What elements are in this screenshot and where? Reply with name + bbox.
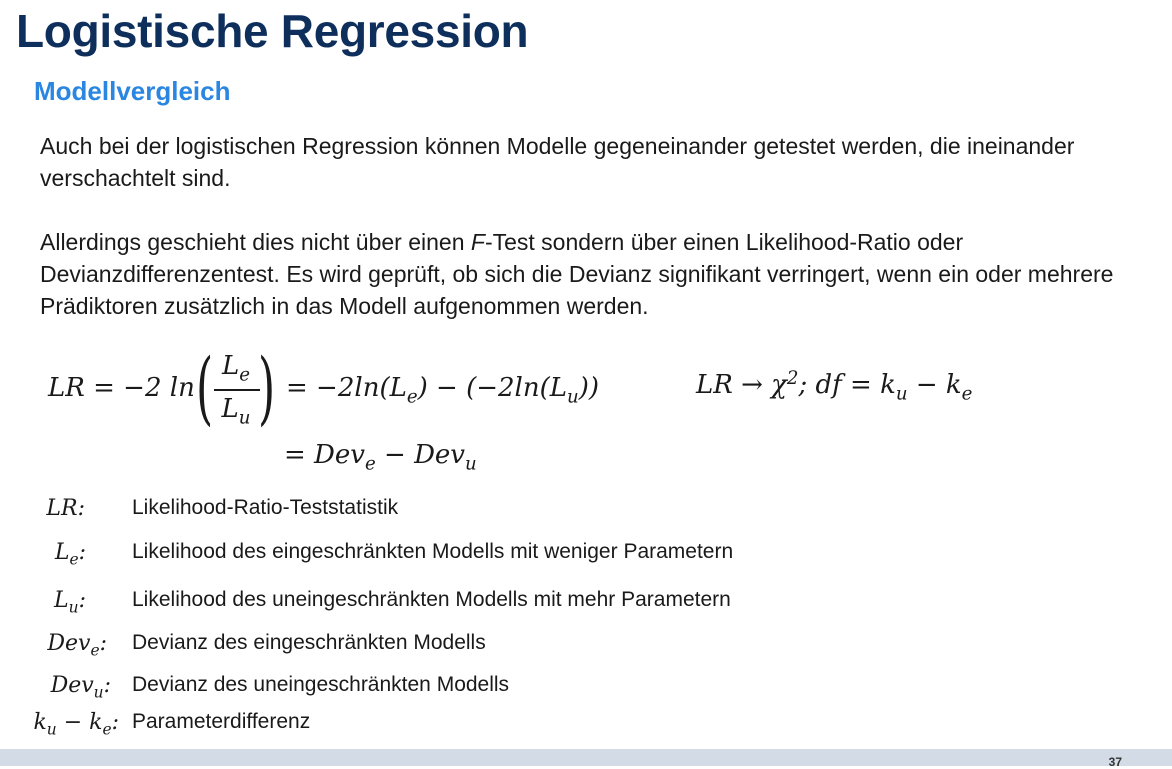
paragraph-nested-models: Auch bei der logistischen Regression können Modelle gegeneinander getestet werden, die ineinander verschachtelt sind. [40,133,1075,191]
slide-title: Logistische Regression [16,5,529,57]
legend-text: Likelihood des eingeschränkten Modells mit weniger Parametern [132,540,734,563]
left-paren-icon: ( [196,341,214,434]
fraction-denominator: $L_u$ [221,394,251,429]
formula-lhs: LR = −2 ln [48,373,195,403]
slide-subtitle: Modellvergleich [34,76,231,106]
page-number: 37 [1108,755,1122,769]
formula-distribution: LR → $\chi^2$; df = $k_u - k_e$ [696,367,973,405]
legend-symbol: $L_u$: [54,588,86,617]
legend-text: Devianz des eingeschränkten Modells [132,631,486,654]
legend-text: Likelihood des uneingeschränkten Modells mit mehr Parametern [132,588,731,611]
right-paren-icon: ) [258,341,276,434]
legend-symbol: $k_u - k_e$: [33,710,119,739]
legend-symbol: $L_e$: [54,540,86,569]
fraction-bar [214,389,260,391]
legend-text: Parameterdifferenz [132,710,311,733]
footer-bar [0,749,1172,769]
legend-symbol: LR: [46,496,85,521]
formula-rhs-1: = $-2\ln(L_e) - (-2\ln(L_u))$ [286,373,600,408]
legend-text: Likelihood-Ratio-Teststatistik [132,496,399,519]
paragraph-likelihood-ratio: Allerdings geschieht dies nicht über einen F-Test sondern über einen Likelihood-Ratio oder Devianzdifferenzentest. Es wird geprüft, ob sich die Devianz signifikant verringert, wenn ein oder mehrere Prädiktoren zusätzlich in das Modell aufgenommen werden. [40,229,1114,319]
formula-rhs-2: = Dev$_e$ − Dev$_u$ [284,440,477,475]
legend-symbol: Dev$_e$: [47,631,107,660]
legend-text: Devianz des uneingeschränkten Modells [132,673,510,696]
fraction-numerator: $L_e$ [221,351,251,386]
legend-symbol: Dev$_u$: [50,673,111,702]
